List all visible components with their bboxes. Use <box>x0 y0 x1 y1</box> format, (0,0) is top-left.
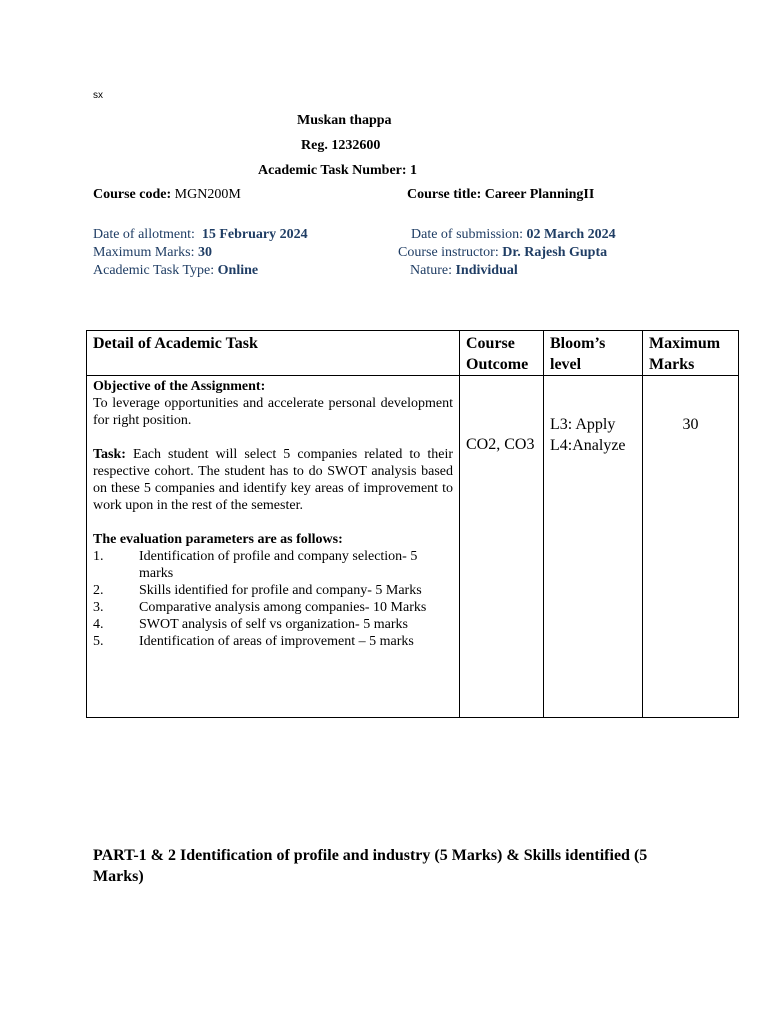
bloom-level-analyze: L4:Analyze <box>550 437 626 454</box>
maximum-marks <box>93 245 212 261</box>
table-row <box>87 376 739 718</box>
task-type-value: Online <box>217 263 259 278</box>
course-code <box>93 187 241 203</box>
objective-heading: Objective of the Assignment: <box>93 379 266 394</box>
header-maximum-marks: Maximum Marks <box>643 331 739 376</box>
student-name: Muskan thappa <box>297 113 392 128</box>
submission-value: 02 March 2024 <box>526 227 616 242</box>
allotment-value: 15 February 2024 <box>201 227 308 242</box>
submission-label: Date of submission: <box>411 227 523 242</box>
task-description <box>93 446 453 514</box>
task-type <box>93 263 258 279</box>
task-number: Academic Task Number: 1 <box>258 163 418 178</box>
submission-date <box>411 227 616 243</box>
task-type-label: Academic Task Type: <box>93 263 215 278</box>
course-title <box>407 187 594 203</box>
nature-value: Individual <box>455 263 518 278</box>
instructor-label: Course instructor: <box>398 245 499 260</box>
table-header-row <box>87 331 739 376</box>
registration-number: Reg. 1232600 <box>301 138 381 153</box>
bloom-level-apply: L3: Apply <box>550 416 616 433</box>
task-detail-cell <box>87 376 460 718</box>
header-detail: Detail of Academic Task <box>87 331 460 376</box>
allotment-label: Date of allotment: <box>93 227 195 242</box>
allotment-date <box>93 227 308 243</box>
task-text: Each student will select 5 companies related to their respective cohort. The student has to do SWOT analysis based on these 5 companies and identify key areas of improvement to work upon in the rest of the semester. <box>93 447 453 513</box>
list-item: 1. Identification of profile and company selection- 5 marks <box>93 549 418 581</box>
course-title-label: Course title: <box>407 187 482 202</box>
maximum-marks-cell: 30 <box>643 376 739 718</box>
course-code-label: Course code: <box>93 187 172 202</box>
course-instructor <box>398 245 607 261</box>
max-marks-value: 30 <box>198 245 212 260</box>
list-item: 5. Identification of areas of improvement – 5 marks <box>93 634 414 649</box>
blooms-level-cell <box>544 376 643 718</box>
course-outcome-cell: CO2, CO3 <box>460 376 544 718</box>
corner-mark: sx <box>93 90 103 101</box>
list-item: 2. Skills identified for profile and company- 5 Marks <box>93 583 422 598</box>
course-code-value: MGN200M <box>174 187 241 202</box>
task-nature <box>410 263 518 279</box>
objective-text: To leverage opportunities and accelerate personal development for right position. <box>93 396 453 428</box>
part-heading: PART-1 & 2 Identification of profile and industry (5 Marks) & Skills identified (5 Marks) <box>93 847 648 885</box>
list-item: 3. Comparative analysis among companies- 10 Marks <box>93 600 427 615</box>
task-label: Task: <box>93 447 126 462</box>
academic-task-table <box>86 330 739 718</box>
course-title-value: Career PlanningII <box>484 187 595 202</box>
instructor-value: Dr. Rajesh Gupta <box>502 245 608 260</box>
nature-label: Nature: <box>410 263 452 278</box>
header-blooms-level: Bloom’s level <box>544 331 643 376</box>
max-marks-label: Maximum Marks: <box>93 245 195 260</box>
evaluation-heading: The evaluation parameters are as follows: <box>93 532 343 547</box>
header-course-outcome: Course Outcome <box>460 331 544 376</box>
list-item: 4. SWOT analysis of self vs organization- 5 marks <box>93 617 408 632</box>
